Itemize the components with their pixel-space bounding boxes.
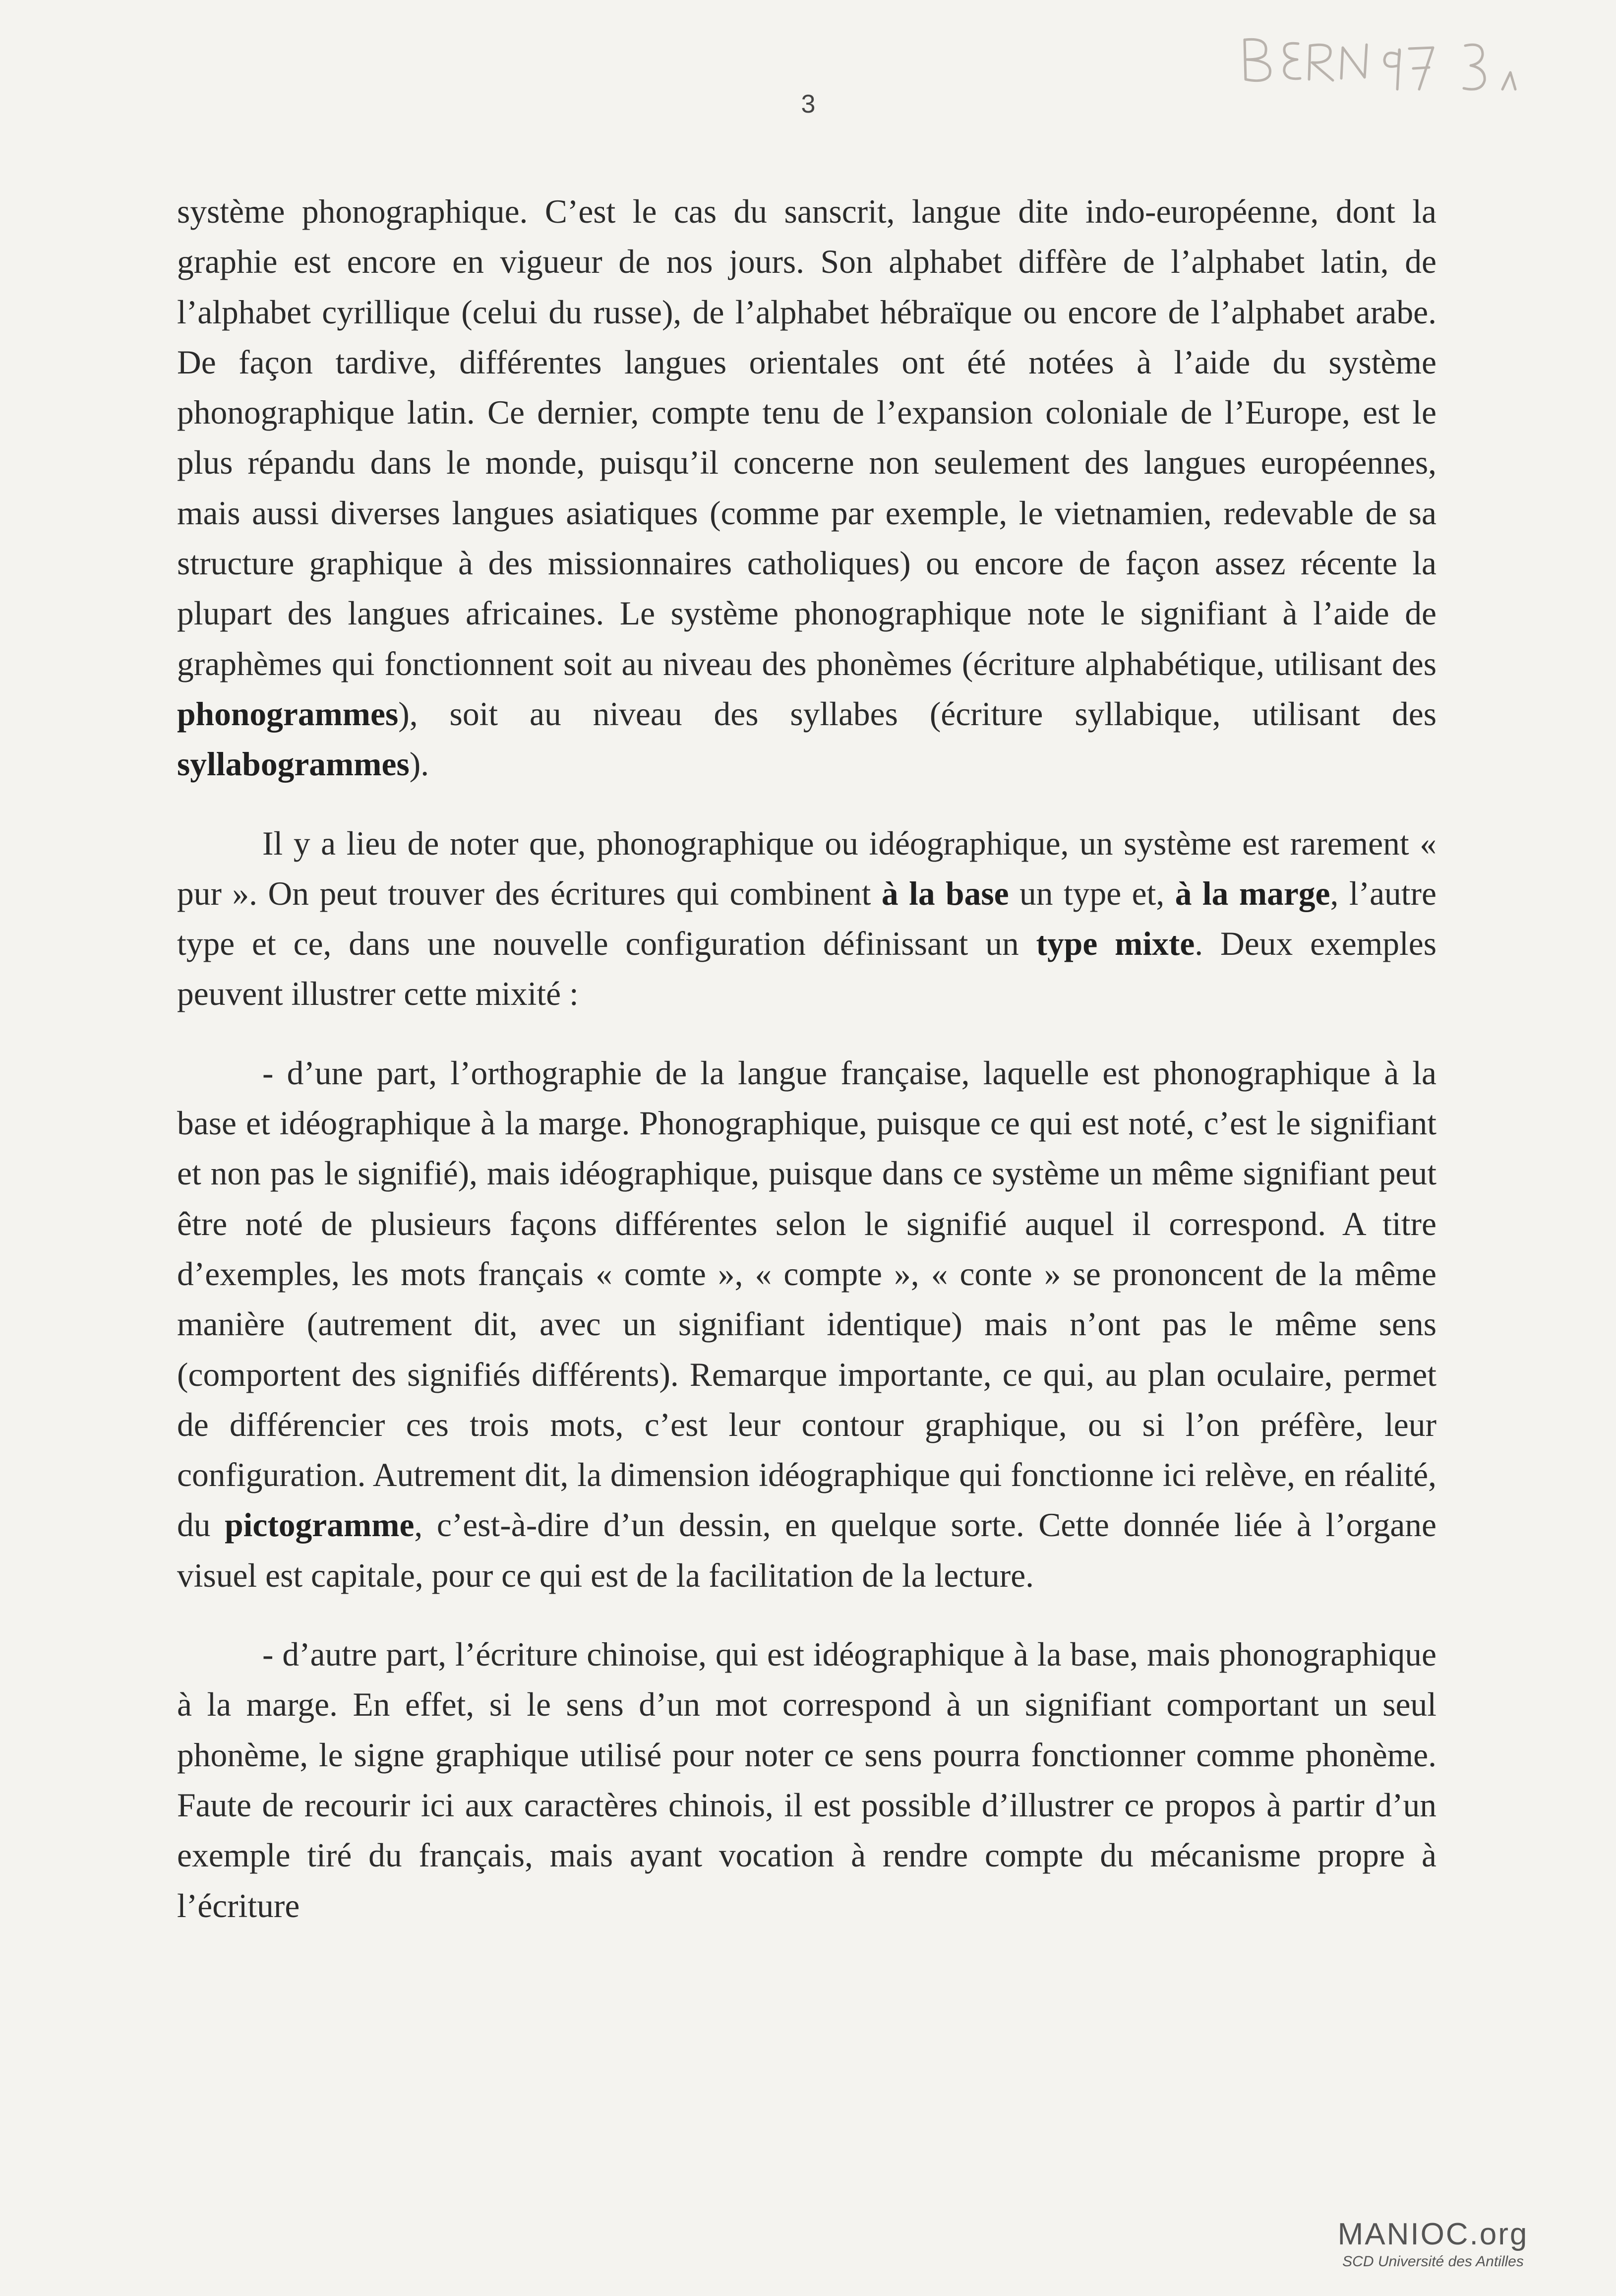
paragraph-1-text: système phonographique. C’est le cas du sanscrit, langue dite indo-européenne, dont la graphie est encore en vigueur de nos jours. Son alphabet diffère de l’alphabet latin, de l’alphabet cyrillique (celui du russe), de l’alphabet hébraïque ou encore de l’alphabet arabe. De façon tardive, différentes langues orientales ont été notées à l’aide du système phonographique latin. Ce dernier, compte tenu de l’expansion coloniale de l’Europe, est le plus répandu dans le monde, puisqu’il concerne non seulement des langues européennes, mais aussi diverses langues asiatiques (comme par exemple, le vietnamien, redevable de sa structure graphique à des missionnaires catholiques) ou encore de façon assez récente la plupart des langues africaines. Le système phonographique note le signifiant à l’aide de graphèmes qui fonctionnent soit au niveau des phonèmes (écriture alphabétique, utilisant des xyxy=(177,193,1436,683)
handwritten-reference-drawing xyxy=(1235,20,1582,99)
paragraph-1 xyxy=(177,186,1436,790)
paragraph-4: - d’autre part, l’écriture chinoise, qui est idéographique à la base, mais phonographique à la marge. En effet, si le sens d’un mot correspond à un signifiant comportant un seul phonème, le signe graphique utilisé pour noter ce sens pourra fonctionner comme phonème. Faute de recourir ici aux caractères chinois, il est possible d’illustrer ce propos à partir d’un exemple tiré du français, mais ayant vocation à rendre compte du mécanisme propre à l’écriture xyxy=(177,1636,1436,1924)
body-text xyxy=(177,186,1436,1931)
paragraph-1-mid: ), soit au niveau des syllabes (écriture syllabique, utilisant des xyxy=(398,695,1436,733)
manioc-watermark xyxy=(1319,2217,1547,2272)
term-a-la-base: à la base xyxy=(881,874,1009,912)
paragraph-3-text-b: , c’est-à-dire d’un dessin, en quelque sorte. Cette donnée liée à l’organe visuel est capitale, pour ce qui est de la facilitation de la lecture. xyxy=(177,1506,1436,1594)
manioc-subtitle: SCD Université des Antilles xyxy=(1342,2253,1524,2270)
term-a-la-marge: à la marge xyxy=(1175,874,1330,912)
term-pictogramme: pictogramme xyxy=(225,1506,415,1544)
handwritten-annotation xyxy=(1235,20,1582,99)
page-number: 3 xyxy=(801,90,816,119)
term-phonogrammes: phonogrammes xyxy=(177,695,399,733)
term-type-mixte: type mixte xyxy=(1036,925,1195,963)
paragraph-3-text-a: - d’une part, l’orthographie de la langue française, laquelle est phonographique à la base et idéographique à la marge. Phonographique, puisque ce qui est noté, c’est le signifiant et non pas le signifié), mais idéographique, puisque dans ce système un même signifiant peut être noté de plusieurs façons différentes selon le signifié auquel il correspond. A titre d’exemples, les mots français « comte », « compte », « conte » se prononcent de la même manière (autrement dit, avec un signifiant identique) mais n’ont pas le même sens (comportent des signifiés différents). Remarque importante, ce qui, au plan oculaire, permet de différencier ces trois mots, c’est leur contour graphique, ou si l’on préfère, leur configuration. Autrement dit, la dimension idéographique qui fonctionne ici relève, en réalité, du xyxy=(177,1054,1436,1544)
term-syllabogrammes: syllabogrammes xyxy=(177,745,410,783)
paragraph-3 xyxy=(177,1048,1436,1601)
paragraph-2-text-a: Il y a lieu de noter que, phonographique ou idéographique, un système est rarement « pur ». On peut trouver des écritures qui combinent xyxy=(177,824,1436,912)
paragraph-2-text-b: un type et, xyxy=(1009,874,1175,912)
paragraph-2-text-d: . Deux exemples peuvent illustrer cette mixité : xyxy=(177,925,1436,1013)
paragraph-1-end: ). xyxy=(409,745,429,783)
manioc-logo: MANIOC.org xyxy=(1337,2217,1529,2251)
paragraph-2 xyxy=(177,818,1436,1019)
paragraph-2-text-c: , l’autre type et ce, dans une nouvelle configuration définissant un xyxy=(177,874,1436,963)
